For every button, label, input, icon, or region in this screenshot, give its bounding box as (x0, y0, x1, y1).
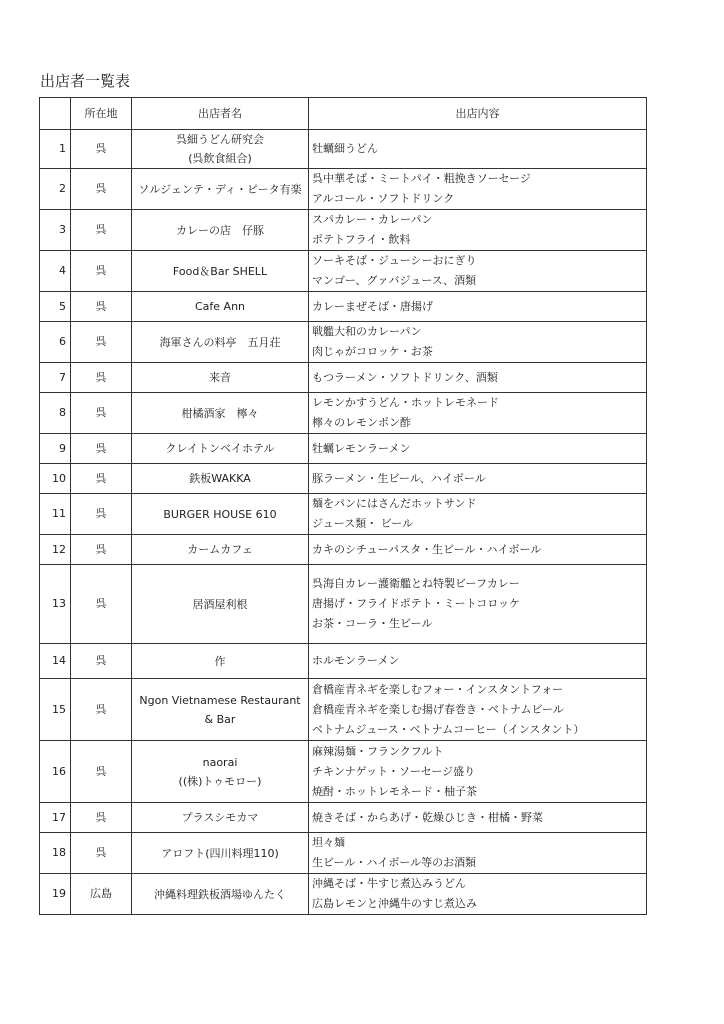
table-row (40, 363, 647, 393)
content-cell (309, 251, 647, 292)
table-row (40, 535, 647, 565)
exhibitor-name-cell (132, 130, 309, 169)
content-cell (309, 874, 647, 915)
exhibitor-name-line: アロフト(四川料理110) (161, 846, 279, 860)
row-number: 5 (40, 292, 71, 322)
exhibitor-name-line: naorai (202, 755, 238, 769)
content-line: ポテトフライ・飲料 (312, 233, 411, 246)
exhibitor-name-line: 海軍さんの料亭 五月荘 (159, 335, 281, 349)
location-cell: 呉 (71, 210, 132, 251)
row-number: 2 (40, 169, 71, 210)
location-cell: 呉 (71, 494, 132, 535)
table-row (40, 644, 647, 679)
row-number: 4 (40, 251, 71, 292)
location-cell: 呉 (71, 292, 132, 322)
exhibitor-name-line: Food＆Bar SHELL (172, 264, 268, 278)
exhibitor-name-cell (132, 741, 309, 803)
header-location: 所在地 (71, 98, 132, 130)
location-cell: 呉 (71, 393, 132, 434)
exhibitor-name-cell (132, 363, 309, 393)
table-row (40, 292, 647, 322)
exhibitor-name-cell (132, 251, 309, 292)
table-row (40, 169, 647, 210)
content-line: 豚ラーメン・生ビール、ハイボール (312, 471, 486, 485)
content-line: 檸々のレモンポン酢 (312, 416, 411, 429)
header-content: 出店内容 (309, 98, 647, 130)
row-number: 13 (40, 565, 71, 644)
content-line: カキのシチューパスタ・生ビール・ハイボール (312, 542, 542, 556)
exhibitor-name-cell (132, 434, 309, 464)
row-number: 3 (40, 210, 71, 251)
exhibitor-name-line: 鉄板WAKKA (189, 472, 251, 485)
exhibitor-name-line: (呉飲食組合) (188, 152, 252, 165)
content-line: 広島レモンと沖縄牛のすじ煮込み (312, 897, 477, 910)
content-line: 生ビール・ハイボール等のお酒類 (312, 856, 477, 869)
table-row (40, 130, 647, 169)
location-cell: 呉 (71, 464, 132, 494)
row-number: 14 (40, 644, 71, 679)
table-row (40, 803, 647, 833)
exhibitor-name-line: カームカフェ (187, 543, 253, 556)
content-line: 呉中華そば・ミートパイ・粗挽きソーセージ (312, 172, 531, 185)
location-cell: 呉 (71, 741, 132, 803)
location-cell: 呉 (71, 535, 132, 565)
content-line: スパカレー・カレーパン (312, 213, 433, 226)
location-cell: 呉 (71, 363, 132, 393)
content-cell (309, 210, 647, 251)
content-cell (309, 741, 647, 803)
content-line: 牡蠣レモンラーメン (312, 441, 411, 455)
content-line: 焼酎・ホットレモネード・柚子茶 (312, 784, 477, 798)
exhibitor-name-cell (132, 393, 309, 434)
location-cell: 呉 (71, 434, 132, 464)
content-line: ジュース類・ ビール (312, 517, 414, 530)
exhibitor-name-cell (132, 464, 309, 494)
content-line: 呉海自カレー護衛艦とね特製ビーフカレー (312, 577, 520, 590)
content-line: ホルモンラーメン (312, 654, 400, 667)
exhibitor-name-cell (132, 292, 309, 322)
content-line: 唐揚げ・フライドポテト・ミートコロッケ (312, 597, 521, 610)
table-body (40, 130, 647, 915)
content-line: 焼きそば・からあげ・乾燥ひじき・柑橘・野菜 (312, 810, 543, 824)
content-line: 麻辣湯麺・フランクフルト (312, 744, 444, 758)
location-cell: 呉 (71, 251, 132, 292)
content-line: 倉橋産青ネギを楽しむ揚げ春巻き・ベトナムビール (312, 702, 564, 716)
content-cell (309, 679, 647, 741)
content-line: 肉じゃがコロッケ・お茶 (312, 345, 433, 358)
content-line: チキンナゲット・ソーセージ盛り (312, 764, 476, 778)
content-line: ベトナムジュース・ベトナムコーヒー（インスタント） (312, 722, 585, 736)
header-exhibitor-name: 出店者名 (132, 98, 309, 130)
exhibitor-name-cell (132, 494, 309, 535)
table-row (40, 464, 647, 494)
table-row (40, 434, 647, 464)
content-cell (309, 393, 647, 434)
table-header-row (40, 98, 647, 130)
exhibitor-name-line: 柑橘酒家 檸々 (181, 406, 259, 420)
exhibitor-name-line: クレイトンベイホテル (165, 442, 275, 455)
content-cell (309, 292, 647, 322)
content-line: 坦々麺 (312, 836, 345, 849)
content-cell (309, 494, 647, 535)
exhibitor-name-line: 作 (214, 654, 226, 668)
table-row (40, 679, 647, 741)
table-row (40, 565, 647, 644)
table-row (40, 494, 647, 535)
location-cell: 呉 (71, 644, 132, 679)
row-number: 12 (40, 535, 71, 565)
content-cell (309, 535, 647, 565)
exhibitor-name-line: & Bar (204, 712, 236, 726)
table-row (40, 210, 647, 251)
exhibitor-name-cell (132, 322, 309, 363)
row-number: 18 (40, 833, 71, 874)
content-line: 牡蠣細うどん (312, 142, 378, 155)
exhibitor-name-cell (132, 679, 309, 741)
content-line: カレーまぜそば・唐揚げ (312, 299, 433, 313)
location-cell: 呉 (71, 833, 132, 874)
content-line: 沖縄そば・牛すじ煮込みうどん (312, 877, 466, 890)
location-cell: 呉 (71, 322, 132, 363)
exhibitor-name-line: 居酒屋利根 (192, 597, 248, 611)
content-cell (309, 434, 647, 464)
exhibitor-name-cell (132, 565, 309, 644)
header-number (40, 98, 71, 130)
exhibitor-name-cell (132, 535, 309, 565)
content-line: ソーキそば・ジューシーおにぎり (312, 254, 477, 267)
content-cell (309, 130, 647, 169)
location-cell: 呉 (71, 169, 132, 210)
exhibitor-name-line: 呉細うどん研究会 (176, 133, 264, 146)
row-number: 15 (40, 679, 71, 741)
exhibitor-name-cell (132, 874, 309, 915)
location-cell: 呉 (71, 565, 132, 644)
page-title: 出店者一覧表 (40, 72, 131, 90)
content-cell (309, 464, 647, 494)
content-cell (309, 803, 647, 833)
exhibitor-name-line: ソルジェンテ・ディ・ピータ有楽 (138, 182, 302, 196)
exhibitor-name-line: プラスシモカマ (181, 811, 259, 824)
content-line: アルコール・ソフトドリンク (312, 192, 455, 205)
content-line: レモンかすうどん・ホットレモネード (312, 396, 499, 409)
exhibitor-name-cell (132, 833, 309, 874)
table-row (40, 874, 647, 915)
content-cell (309, 833, 647, 874)
exhibitor-name-cell (132, 803, 309, 833)
row-number: 1 (40, 130, 71, 169)
table-row (40, 833, 647, 874)
content-cell (309, 363, 647, 393)
table-row (40, 322, 647, 363)
exhibitor-name-line: 沖縄料理鉄板酒場ゆんたく (154, 887, 286, 901)
exhibitor-name-line: ((株)トゥモロー) (178, 774, 262, 788)
row-number: 16 (40, 741, 71, 803)
row-number: 7 (40, 363, 71, 393)
location-cell: 呉 (71, 679, 132, 741)
table-row (40, 393, 647, 434)
row-number: 6 (40, 322, 71, 363)
exhibitor-name-line: カレーの店 仔豚 (176, 223, 264, 237)
row-number: 11 (40, 494, 71, 535)
exhibitor-name-cell (132, 210, 309, 251)
table-row (40, 741, 647, 803)
exhibitor-table (39, 97, 647, 915)
exhibitor-name-cell (132, 644, 309, 679)
content-cell (309, 169, 647, 210)
content-cell (309, 644, 647, 679)
exhibitor-name-line: BURGER HOUSE 610 (163, 507, 277, 521)
content-line: 倉橋産青ネギを楽しむフォー・インスタントフォー (312, 682, 564, 696)
content-cell (309, 322, 647, 363)
row-number: 8 (40, 393, 71, 434)
row-number: 9 (40, 434, 71, 464)
content-line: もつラーメン・ソフトドリンク、酒類 (312, 370, 498, 384)
location-cell: 広島 (71, 874, 132, 915)
row-number: 19 (40, 874, 71, 915)
content-cell (309, 565, 647, 644)
content-line: 戦艦大和のカレーパン (312, 325, 422, 338)
table-row (40, 251, 647, 292)
row-number: 17 (40, 803, 71, 833)
exhibitor-name-cell (132, 169, 309, 210)
content-line: マンゴー、グァバジュース、酒類 (312, 274, 477, 287)
row-number: 10 (40, 464, 71, 494)
content-line: お茶・コーラ・生ビール (312, 617, 433, 630)
location-cell: 呉 (71, 803, 132, 833)
content-line: 麺をパンにはさんだホットサンド (312, 497, 477, 510)
exhibitor-name-line: Cafe Ann (194, 300, 246, 313)
exhibitor-name-line: Ngon Vietnamese Restaurant (139, 693, 301, 707)
location-cell: 呉 (71, 130, 132, 169)
exhibitor-name-line: 来音 (209, 371, 231, 384)
